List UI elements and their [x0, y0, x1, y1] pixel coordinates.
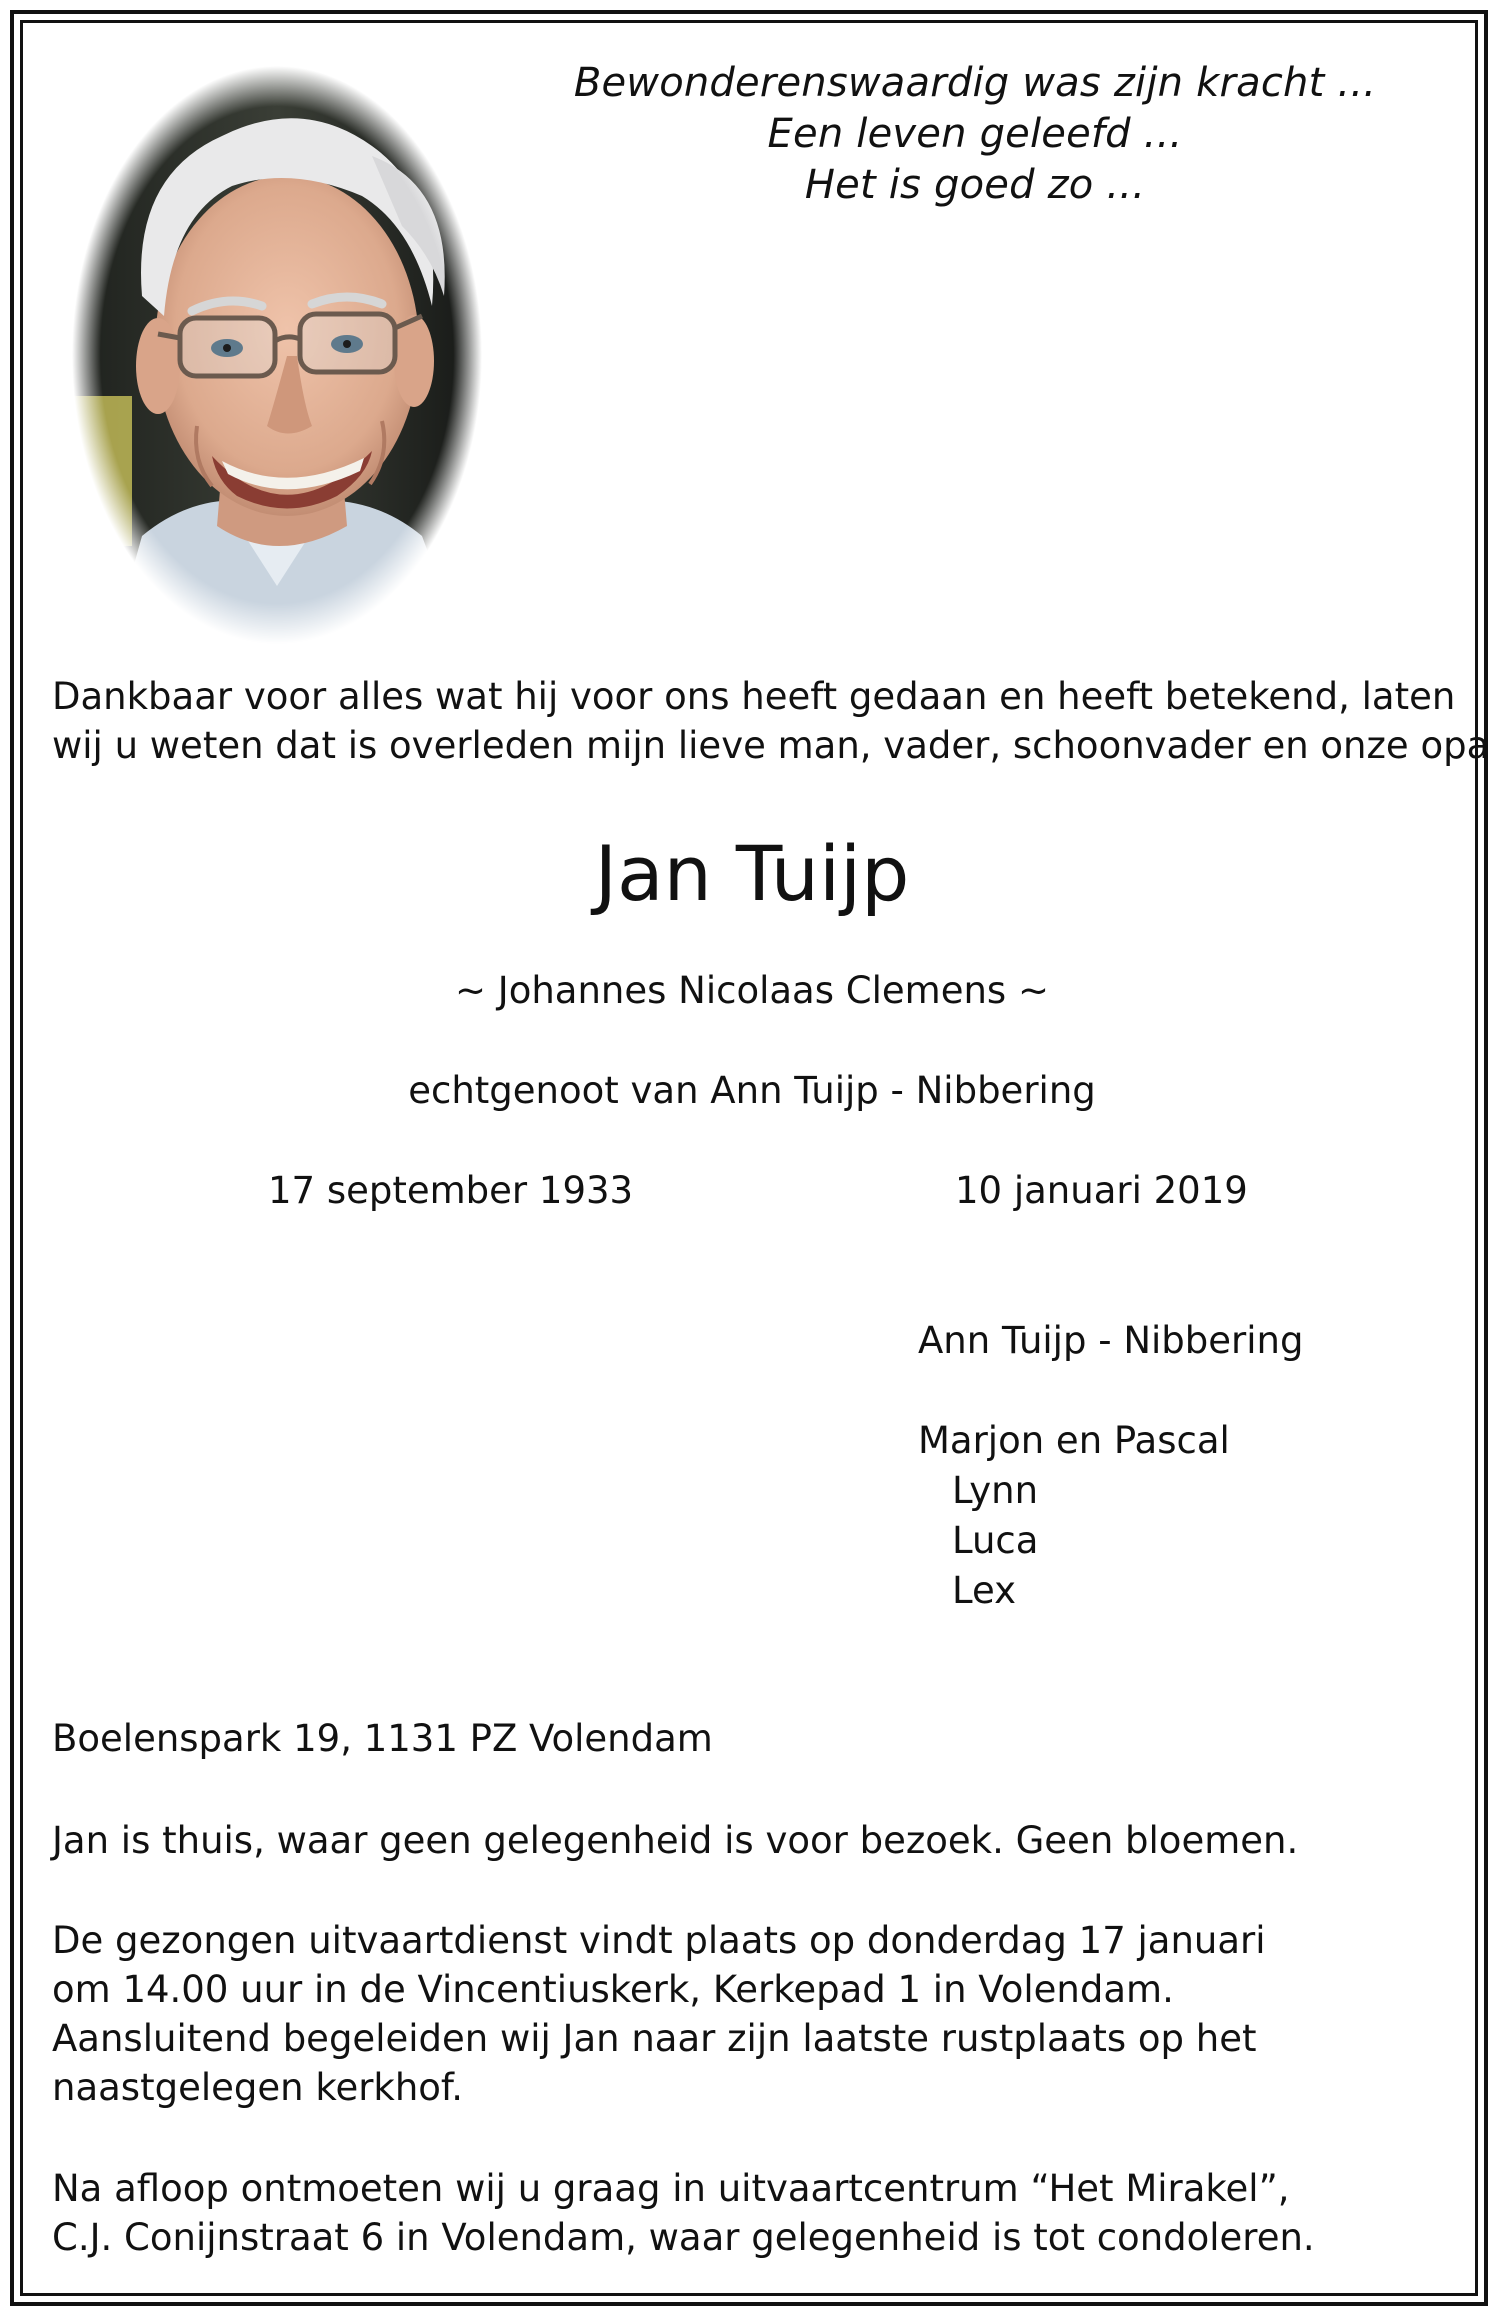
verse-line: Het is goed zo ...: [804, 162, 1146, 208]
verse: [540, 58, 1410, 211]
portrait-photo: [72, 66, 482, 644]
service-line: naastgelegen kerkhof.: [52, 2066, 464, 2109]
family-spouse: Ann Tuijp - Nibbering: [918, 1319, 1304, 1362]
condolence-notice: [52, 2164, 1452, 2262]
spouse-line: echtgenoot van Ann Tuijp - Nibbering: [408, 1069, 1096, 1112]
verse-line: Bewonderenswaardig was zijn kracht ...: [573, 60, 1377, 106]
service-line: Aansluitend begeleiden wij Jan naar zijn laatste rustplaats op het: [52, 2017, 1257, 2060]
intro-line: wij u weten dat is overleden mijn lieve man, vader, schoonvader en onze opa: [52, 724, 1490, 767]
verse-line: Een leven geleefd ...: [767, 111, 1183, 157]
address: Boelenspark 19, 1131 PZ Volendam: [52, 1717, 713, 1760]
home-notice-line: Jan is thuis, waar geen gelegenheid is voor bezoek. Geen bloemen.: [52, 1819, 1299, 1862]
family-grandchild: Luca: [952, 1519, 1039, 1562]
family-list: [918, 1316, 1303, 1616]
family-grandchild: Lex: [952, 1569, 1016, 1612]
condolence-line: C.J. Conijnstraat 6 in Volendam, waar gelegenheid is tot condoleren.: [52, 2216, 1315, 2259]
family-grandchild: Lynn: [952, 1469, 1039, 1512]
death-date: 10 januari 2019: [955, 1169, 1248, 1212]
deceased-full-name: ~ Johannes Nicolaas Clemens ~: [455, 969, 1049, 1012]
service-line: De gezongen uitvaartdienst vindt plaats op donderdag 17 januari: [52, 1919, 1266, 1962]
condolence-line: Na afloop ontmoeten wij u graag in uitvaartcentrum “Het Mirakel”,: [52, 2167, 1290, 2210]
deceased-name: Jan Tuijp: [594, 829, 910, 918]
family-children: Marjon en Pascal: [918, 1419, 1230, 1462]
service-notice: [52, 1916, 1452, 2112]
service-line: om 14.00 uur in de Vincentiuskerk, Kerkepad 1 in Volendam.: [52, 1968, 1174, 2011]
home-notice: [52, 1816, 1452, 1865]
intro-text: [52, 672, 1490, 770]
portrait-photo-icon: [72, 66, 482, 644]
family-gap: [918, 1366, 1303, 1416]
birth-date: 17 september 1933: [268, 1169, 634, 1212]
intro-line: Dankbaar voor alles wat hij voor ons heeft gedaan en heeft betekend, laten: [52, 675, 1456, 718]
